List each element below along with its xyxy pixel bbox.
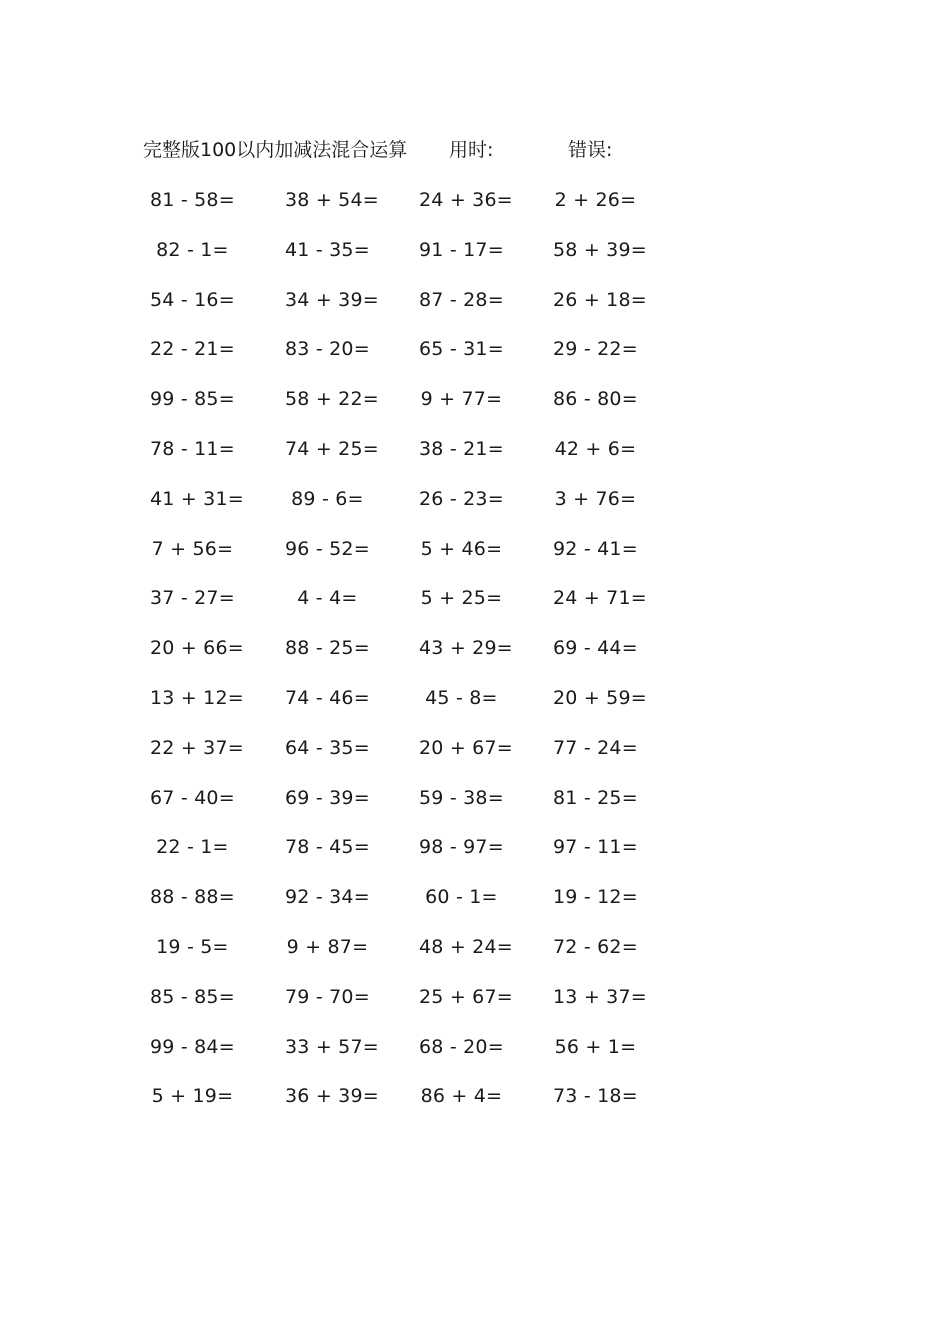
problem-item: 36 + 39=: [285, 1085, 379, 1108]
problem-item: 13 + 12=: [150, 686, 244, 709]
problem-item: 7 + 56=: [151, 537, 234, 560]
problem-item: 9 + 77=: [420, 388, 503, 411]
problem-row: [0, 933, 950, 983]
problem-row: [0, 734, 950, 784]
problem-item: 48 + 24=: [419, 935, 513, 958]
problem-item: 5 + 25=: [420, 587, 503, 610]
problem-item: 38 + 54=: [285, 189, 379, 211]
problem-item: 26 - 23=: [419, 487, 504, 510]
problem-row: [0, 983, 950, 1033]
problem-item: 33 + 57=: [285, 1035, 379, 1058]
problem-item: 5 + 46=: [420, 537, 503, 560]
problem-item: 60 - 1=: [425, 886, 498, 909]
problem-item: 2 + 26=: [554, 189, 637, 211]
problem-row: [0, 286, 950, 336]
problem-item: 64 - 35=: [285, 736, 370, 759]
problem-item: 87 - 28=: [419, 288, 504, 311]
problem-item: 37 - 27=: [150, 587, 235, 610]
problem-item: 4 - 4=: [297, 587, 358, 610]
problem-item: 9 + 87=: [286, 935, 369, 958]
problem-item: 22 - 1=: [156, 836, 229, 859]
problem-row: [0, 335, 950, 385]
problem-item: 24 + 36=: [419, 189, 513, 211]
problem-item: 97 - 11=: [553, 836, 638, 859]
problem-item: 78 - 45=: [285, 836, 370, 859]
problem-item: 54 - 16=: [150, 288, 235, 311]
worksheet-title: 完整版100以内加减法混合运算: [143, 139, 408, 161]
problem-item: 98 - 97=: [419, 836, 504, 859]
problem-item: 58 + 39=: [553, 238, 647, 261]
problem-item: 89 - 6=: [291, 487, 364, 510]
problem-item: 3 + 76=: [554, 487, 637, 510]
problem-item: 99 - 84=: [150, 1035, 235, 1058]
problem-item: 25 + 67=: [419, 985, 513, 1008]
problem-item: 56 + 1=: [554, 1035, 637, 1058]
problem-item: 96 - 52=: [285, 537, 370, 560]
problem-item: 88 - 25=: [285, 637, 370, 660]
problem-item: 88 - 88=: [150, 886, 235, 909]
problem-item: 65 - 31=: [419, 338, 504, 361]
problem-item: 74 - 46=: [285, 686, 370, 709]
problem-item: 19 - 12=: [553, 886, 638, 909]
problem-item: 29 - 22=: [553, 338, 638, 361]
problem-row: [0, 435, 950, 485]
problem-item: 13 + 37=: [553, 985, 647, 1008]
problem-item: 74 + 25=: [285, 437, 379, 460]
problem-item: 69 - 44=: [553, 637, 638, 660]
problem-item: 72 - 62=: [553, 935, 638, 958]
problem-item: 92 - 34=: [285, 886, 370, 909]
problem-row: [0, 1033, 950, 1083]
problem-item: 79 - 70=: [285, 985, 370, 1008]
problem-item: 59 - 38=: [419, 786, 504, 809]
problem-row: [0, 584, 950, 634]
problem-item: 5 + 19=: [151, 1085, 234, 1108]
problem-row: [0, 684, 950, 734]
problem-row: [0, 236, 950, 286]
problem-item: 20 + 67=: [419, 736, 513, 759]
problem-row: [0, 1082, 950, 1132]
errors-label: 错误:: [568, 139, 613, 161]
problem-item: 77 - 24=: [553, 736, 638, 759]
problem-item: 58 + 22=: [285, 388, 379, 411]
problem-item: 81 - 58=: [150, 189, 235, 211]
problem-row: [0, 535, 950, 585]
problem-item: 41 + 31=: [150, 487, 244, 510]
problem-row: [0, 883, 950, 933]
problem-item: 86 - 80=: [553, 388, 638, 411]
problem-item: 83 - 20=: [285, 338, 370, 361]
problem-item: 91 - 17=: [419, 238, 504, 261]
time-used-label: 用时:: [449, 139, 494, 161]
problem-item: 45 - 8=: [425, 686, 498, 709]
problem-item: 38 - 21=: [419, 437, 504, 460]
problem-item: 41 - 35=: [285, 238, 370, 261]
problem-item: 86 + 4=: [420, 1085, 503, 1108]
problem-item: 42 + 6=: [554, 437, 637, 460]
problem-row: [0, 485, 950, 535]
problem-item: 34 + 39=: [285, 288, 379, 311]
problem-grid: [0, 186, 950, 1132]
problem-item: 24 + 71=: [553, 587, 647, 610]
problem-item: 22 - 21=: [150, 338, 235, 361]
problem-item: 67 - 40=: [150, 786, 235, 809]
problem-item: 68 - 20=: [419, 1035, 504, 1058]
problem-item: 99 - 85=: [150, 388, 235, 411]
problem-item: 82 - 1=: [156, 238, 229, 261]
problem-item: 43 + 29=: [419, 637, 513, 660]
problem-row: [0, 186, 950, 236]
problem-item: 73 - 18=: [553, 1085, 638, 1108]
problem-item: 69 - 39=: [285, 786, 370, 809]
problem-item: 19 - 5=: [156, 935, 229, 958]
problem-item: 20 + 59=: [553, 686, 647, 709]
problem-item: 92 - 41=: [553, 537, 638, 560]
problem-item: 26 + 18=: [553, 288, 647, 311]
problem-row: [0, 385, 950, 435]
problem-row: [0, 833, 950, 883]
problem-row: [0, 784, 950, 834]
problem-item: 85 - 85=: [150, 985, 235, 1008]
problem-row: [0, 634, 950, 684]
problem-item: 78 - 11=: [150, 437, 235, 460]
problem-item: 22 + 37=: [150, 736, 244, 759]
problem-item: 20 + 66=: [150, 637, 244, 660]
problem-item: 81 - 25=: [553, 786, 638, 809]
